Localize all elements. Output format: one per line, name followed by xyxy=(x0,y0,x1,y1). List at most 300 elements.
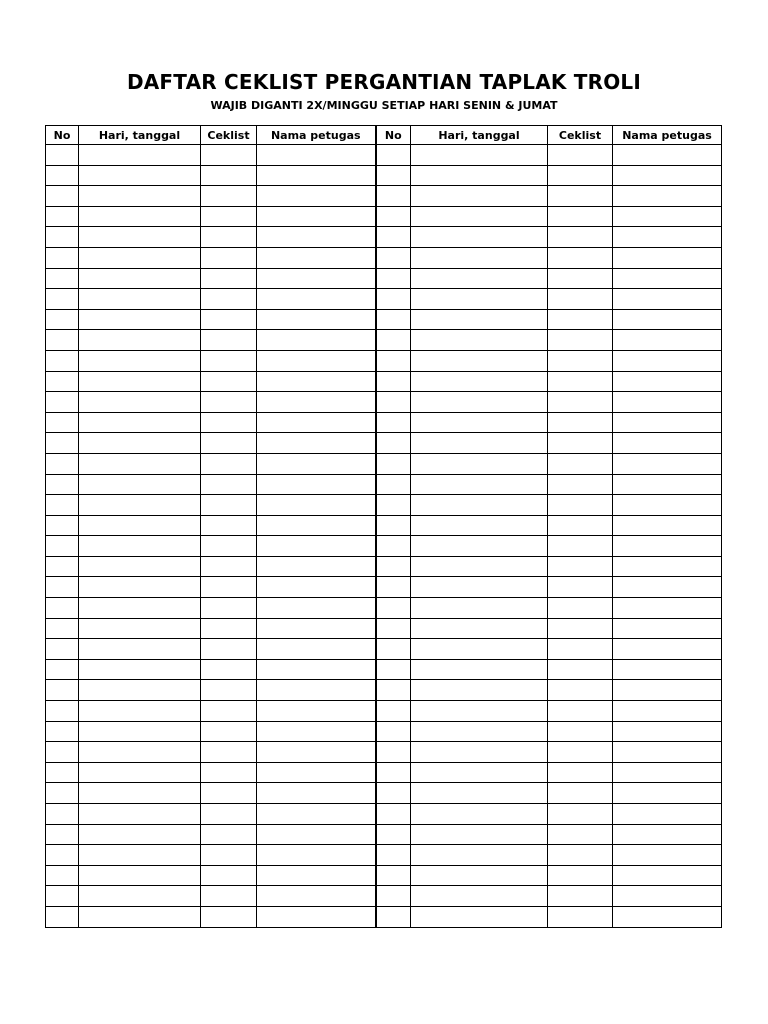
cell-no[interactable] xyxy=(46,556,79,577)
cell-no[interactable] xyxy=(46,350,79,371)
cell-nama-petugas[interactable] xyxy=(257,350,376,371)
cell-ceklist[interactable] xyxy=(201,556,257,577)
cell-no-2[interactable] xyxy=(376,392,411,413)
cell-hari-tanggal-2[interactable] xyxy=(411,165,548,186)
cell-no[interactable] xyxy=(46,433,79,454)
cell-nama-petugas[interactable] xyxy=(257,145,376,166)
cell-nama-petugas[interactable] xyxy=(257,186,376,207)
cell-nama-petugas-2[interactable] xyxy=(613,721,722,742)
cell-ceklist-2[interactable] xyxy=(548,309,613,330)
cell-nama-petugas[interactable] xyxy=(257,598,376,619)
cell-ceklist[interactable] xyxy=(201,886,257,907)
cell-hari-tanggal-2[interactable] xyxy=(411,598,548,619)
cell-nama-petugas-2[interactable] xyxy=(613,556,722,577)
cell-no[interactable] xyxy=(46,742,79,763)
cell-no-2[interactable] xyxy=(376,474,411,495)
cell-no[interactable] xyxy=(46,845,79,866)
cell-ceklist[interactable] xyxy=(201,577,257,598)
cell-no-2[interactable] xyxy=(376,721,411,742)
cell-ceklist[interactable] xyxy=(201,186,257,207)
cell-nama-petugas[interactable] xyxy=(257,906,376,927)
cell-hari-tanggal-2[interactable] xyxy=(411,330,548,351)
cell-hari-tanggal[interactable] xyxy=(79,783,201,804)
cell-no[interactable] xyxy=(46,474,79,495)
cell-nama-petugas-2[interactable] xyxy=(613,309,722,330)
cell-no-2[interactable] xyxy=(376,536,411,557)
cell-hari-tanggal[interactable] xyxy=(79,536,201,557)
cell-hari-tanggal-2[interactable] xyxy=(411,639,548,660)
cell-hari-tanggal-2[interactable] xyxy=(411,309,548,330)
cell-hari-tanggal[interactable] xyxy=(79,433,201,454)
cell-hari-tanggal-2[interactable] xyxy=(411,145,548,166)
cell-ceklist[interactable] xyxy=(201,145,257,166)
cell-hari-tanggal-2[interactable] xyxy=(411,412,548,433)
cell-nama-petugas[interactable] xyxy=(257,865,376,886)
cell-ceklist[interactable] xyxy=(201,762,257,783)
cell-ceklist[interactable] xyxy=(201,824,257,845)
cell-no[interactable] xyxy=(46,886,79,907)
cell-ceklist[interactable] xyxy=(201,268,257,289)
cell-nama-petugas-2[interactable] xyxy=(613,701,722,722)
cell-hari-tanggal[interactable] xyxy=(79,906,201,927)
cell-nama-petugas[interactable] xyxy=(257,762,376,783)
cell-hari-tanggal[interactable] xyxy=(79,886,201,907)
cell-hari-tanggal[interactable] xyxy=(79,350,201,371)
cell-no-2[interactable] xyxy=(376,433,411,454)
cell-no[interactable] xyxy=(46,453,79,474)
cell-ceklist-2[interactable] xyxy=(548,433,613,454)
cell-ceklist[interactable] xyxy=(201,453,257,474)
cell-hari-tanggal-2[interactable] xyxy=(411,680,548,701)
cell-no[interactable] xyxy=(46,309,79,330)
cell-nama-petugas-2[interactable] xyxy=(613,742,722,763)
cell-no[interactable] xyxy=(46,906,79,927)
cell-nama-petugas[interactable] xyxy=(257,824,376,845)
cell-no-2[interactable] xyxy=(376,762,411,783)
cell-nama-petugas[interactable] xyxy=(257,165,376,186)
cell-no[interactable] xyxy=(46,495,79,516)
cell-nama-petugas-2[interactable] xyxy=(613,350,722,371)
cell-hari-tanggal-2[interactable] xyxy=(411,453,548,474)
cell-hari-tanggal[interactable] xyxy=(79,145,201,166)
cell-nama-petugas-2[interactable] xyxy=(613,371,722,392)
cell-no[interactable] xyxy=(46,371,79,392)
cell-nama-petugas-2[interactable] xyxy=(613,433,722,454)
cell-ceklist-2[interactable] xyxy=(548,165,613,186)
cell-ceklist[interactable] xyxy=(201,865,257,886)
cell-no-2[interactable] xyxy=(376,804,411,825)
cell-nama-petugas-2[interactable] xyxy=(613,845,722,866)
cell-ceklist[interactable] xyxy=(201,783,257,804)
cell-hari-tanggal[interactable] xyxy=(79,165,201,186)
cell-no-2[interactable] xyxy=(376,453,411,474)
cell-ceklist-2[interactable] xyxy=(548,247,613,268)
cell-no-2[interactable] xyxy=(376,845,411,866)
cell-ceklist-2[interactable] xyxy=(548,206,613,227)
cell-hari-tanggal[interactable] xyxy=(79,659,201,680)
cell-hari-tanggal-2[interactable] xyxy=(411,433,548,454)
cell-ceklist-2[interactable] xyxy=(548,330,613,351)
cell-nama-petugas[interactable] xyxy=(257,453,376,474)
cell-ceklist[interactable] xyxy=(201,289,257,310)
cell-nama-petugas[interactable] xyxy=(257,495,376,516)
cell-no-2[interactable] xyxy=(376,865,411,886)
cell-hari-tanggal-2[interactable] xyxy=(411,865,548,886)
cell-no-2[interactable] xyxy=(376,186,411,207)
cell-nama-petugas-2[interactable] xyxy=(613,165,722,186)
cell-no-2[interactable] xyxy=(376,556,411,577)
cell-no-2[interactable] xyxy=(376,824,411,845)
cell-hari-tanggal-2[interactable] xyxy=(411,701,548,722)
cell-no-2[interactable] xyxy=(376,495,411,516)
cell-hari-tanggal[interactable] xyxy=(79,412,201,433)
cell-no[interactable] xyxy=(46,804,79,825)
cell-nama-petugas-2[interactable] xyxy=(613,330,722,351)
cell-ceklist-2[interactable] xyxy=(548,227,613,248)
cell-no[interactable] xyxy=(46,165,79,186)
cell-nama-petugas-2[interactable] xyxy=(613,824,722,845)
cell-hari-tanggal-2[interactable] xyxy=(411,556,548,577)
cell-ceklist-2[interactable] xyxy=(548,598,613,619)
cell-no-2[interactable] xyxy=(376,165,411,186)
cell-nama-petugas-2[interactable] xyxy=(613,804,722,825)
cell-nama-petugas[interactable] xyxy=(257,227,376,248)
cell-nama-petugas-2[interactable] xyxy=(613,227,722,248)
cell-nama-petugas-2[interactable] xyxy=(613,145,722,166)
cell-no[interactable] xyxy=(46,598,79,619)
cell-nama-petugas-2[interactable] xyxy=(613,453,722,474)
cell-no[interactable] xyxy=(46,659,79,680)
cell-nama-petugas-2[interactable] xyxy=(613,515,722,536)
cell-nama-petugas-2[interactable] xyxy=(613,577,722,598)
cell-nama-petugas[interactable] xyxy=(257,701,376,722)
cell-nama-petugas-2[interactable] xyxy=(613,206,722,227)
cell-no[interactable] xyxy=(46,247,79,268)
cell-nama-petugas[interactable] xyxy=(257,680,376,701)
cell-ceklist-2[interactable] xyxy=(548,515,613,536)
cell-nama-petugas[interactable] xyxy=(257,804,376,825)
cell-ceklist[interactable] xyxy=(201,804,257,825)
cell-nama-petugas-2[interactable] xyxy=(613,289,722,310)
cell-no-2[interactable] xyxy=(376,309,411,330)
cell-ceklist[interactable] xyxy=(201,474,257,495)
cell-ceklist-2[interactable] xyxy=(548,350,613,371)
cell-hari-tanggal[interactable] xyxy=(79,845,201,866)
cell-no[interactable] xyxy=(46,289,79,310)
cell-ceklist-2[interactable] xyxy=(548,186,613,207)
cell-nama-petugas-2[interactable] xyxy=(613,598,722,619)
cell-ceklist[interactable] xyxy=(201,598,257,619)
cell-ceklist-2[interactable] xyxy=(548,495,613,516)
cell-nama-petugas-2[interactable] xyxy=(613,412,722,433)
cell-no-2[interactable] xyxy=(376,598,411,619)
cell-hari-tanggal-2[interactable] xyxy=(411,206,548,227)
cell-nama-petugas[interactable] xyxy=(257,247,376,268)
cell-nama-petugas-2[interactable] xyxy=(613,659,722,680)
cell-no-2[interactable] xyxy=(376,618,411,639)
cell-hari-tanggal[interactable] xyxy=(79,639,201,660)
cell-hari-tanggal[interactable] xyxy=(79,762,201,783)
cell-nama-petugas-2[interactable] xyxy=(613,906,722,927)
cell-nama-petugas-2[interactable] xyxy=(613,865,722,886)
cell-ceklist[interactable] xyxy=(201,227,257,248)
cell-no[interactable] xyxy=(46,680,79,701)
cell-nama-petugas-2[interactable] xyxy=(613,495,722,516)
cell-ceklist-2[interactable] xyxy=(548,742,613,763)
cell-no-2[interactable] xyxy=(376,515,411,536)
cell-no-2[interactable] xyxy=(376,227,411,248)
cell-nama-petugas[interactable] xyxy=(257,639,376,660)
cell-no-2[interactable] xyxy=(376,783,411,804)
cell-ceklist[interactable] xyxy=(201,247,257,268)
cell-ceklist-2[interactable] xyxy=(548,845,613,866)
cell-no-2[interactable] xyxy=(376,145,411,166)
cell-no[interactable] xyxy=(46,412,79,433)
cell-ceklist-2[interactable] xyxy=(548,412,613,433)
cell-no-2[interactable] xyxy=(376,371,411,392)
cell-ceklist-2[interactable] xyxy=(548,536,613,557)
cell-no[interactable] xyxy=(46,536,79,557)
cell-nama-petugas[interactable] xyxy=(257,742,376,763)
cell-hari-tanggal-2[interactable] xyxy=(411,474,548,495)
cell-no[interactable] xyxy=(46,762,79,783)
cell-hari-tanggal[interactable] xyxy=(79,680,201,701)
cell-ceklist[interactable] xyxy=(201,433,257,454)
cell-no-2[interactable] xyxy=(376,659,411,680)
cell-no[interactable] xyxy=(46,639,79,660)
cell-hari-tanggal-2[interactable] xyxy=(411,186,548,207)
cell-hari-tanggal[interactable] xyxy=(79,804,201,825)
cell-hari-tanggal[interactable] xyxy=(79,721,201,742)
cell-nama-petugas[interactable] xyxy=(257,392,376,413)
cell-ceklist[interactable] xyxy=(201,742,257,763)
cell-no-2[interactable] xyxy=(376,289,411,310)
cell-ceklist-2[interactable] xyxy=(548,762,613,783)
cell-hari-tanggal[interactable] xyxy=(79,824,201,845)
cell-hari-tanggal-2[interactable] xyxy=(411,268,548,289)
cell-ceklist-2[interactable] xyxy=(548,659,613,680)
cell-ceklist[interactable] xyxy=(201,206,257,227)
cell-hari-tanggal-2[interactable] xyxy=(411,247,548,268)
cell-hari-tanggal-2[interactable] xyxy=(411,227,548,248)
cell-no-2[interactable] xyxy=(376,350,411,371)
cell-nama-petugas[interactable] xyxy=(257,268,376,289)
cell-hari-tanggal[interactable] xyxy=(79,371,201,392)
cell-no[interactable] xyxy=(46,268,79,289)
cell-hari-tanggal[interactable] xyxy=(79,206,201,227)
cell-ceklist[interactable] xyxy=(201,350,257,371)
cell-no[interactable] xyxy=(46,701,79,722)
cell-nama-petugas[interactable] xyxy=(257,515,376,536)
cell-no-2[interactable] xyxy=(376,639,411,660)
cell-hari-tanggal[interactable] xyxy=(79,453,201,474)
cell-no-2[interactable] xyxy=(376,886,411,907)
cell-hari-tanggal-2[interactable] xyxy=(411,350,548,371)
cell-ceklist-2[interactable] xyxy=(548,145,613,166)
cell-hari-tanggal[interactable] xyxy=(79,247,201,268)
cell-no-2[interactable] xyxy=(376,906,411,927)
cell-ceklist-2[interactable] xyxy=(548,577,613,598)
cell-nama-petugas[interactable] xyxy=(257,309,376,330)
cell-no[interactable] xyxy=(46,618,79,639)
cell-hari-tanggal-2[interactable] xyxy=(411,721,548,742)
cell-nama-petugas-2[interactable] xyxy=(613,886,722,907)
cell-hari-tanggal[interactable] xyxy=(79,618,201,639)
cell-hari-tanggal-2[interactable] xyxy=(411,536,548,557)
cell-nama-petugas[interactable] xyxy=(257,886,376,907)
cell-hari-tanggal[interactable] xyxy=(79,227,201,248)
cell-no-2[interactable] xyxy=(376,206,411,227)
cell-hari-tanggal-2[interactable] xyxy=(411,783,548,804)
cell-nama-petugas[interactable] xyxy=(257,536,376,557)
cell-no[interactable] xyxy=(46,577,79,598)
cell-nama-petugas[interactable] xyxy=(257,618,376,639)
cell-ceklist-2[interactable] xyxy=(548,618,613,639)
cell-ceklist[interactable] xyxy=(201,721,257,742)
cell-hari-tanggal[interactable] xyxy=(79,865,201,886)
cell-no-2[interactable] xyxy=(376,247,411,268)
cell-ceklist[interactable] xyxy=(201,371,257,392)
cell-nama-petugas-2[interactable] xyxy=(613,536,722,557)
cell-ceklist[interactable] xyxy=(201,330,257,351)
cell-hari-tanggal-2[interactable] xyxy=(411,392,548,413)
cell-ceklist[interactable] xyxy=(201,639,257,660)
cell-no[interactable] xyxy=(46,330,79,351)
cell-hari-tanggal[interactable] xyxy=(79,742,201,763)
cell-ceklist-2[interactable] xyxy=(548,268,613,289)
cell-no[interactable] xyxy=(46,824,79,845)
cell-no[interactable] xyxy=(46,206,79,227)
cell-hari-tanggal[interactable] xyxy=(79,289,201,310)
cell-nama-petugas[interactable] xyxy=(257,371,376,392)
cell-hari-tanggal[interactable] xyxy=(79,577,201,598)
cell-nama-petugas-2[interactable] xyxy=(613,247,722,268)
cell-ceklist-2[interactable] xyxy=(548,371,613,392)
cell-hari-tanggal-2[interactable] xyxy=(411,906,548,927)
cell-ceklist[interactable] xyxy=(201,165,257,186)
cell-ceklist[interactable] xyxy=(201,309,257,330)
cell-hari-tanggal[interactable] xyxy=(79,598,201,619)
cell-ceklist[interactable] xyxy=(201,392,257,413)
cell-ceklist-2[interactable] xyxy=(548,392,613,413)
cell-nama-petugas-2[interactable] xyxy=(613,762,722,783)
cell-nama-petugas-2[interactable] xyxy=(613,392,722,413)
cell-ceklist-2[interactable] xyxy=(548,886,613,907)
cell-ceklist[interactable] xyxy=(201,515,257,536)
cell-nama-petugas[interactable] xyxy=(257,556,376,577)
cell-hari-tanggal-2[interactable] xyxy=(411,659,548,680)
cell-hari-tanggal[interactable] xyxy=(79,701,201,722)
cell-ceklist[interactable] xyxy=(201,701,257,722)
cell-hari-tanggal[interactable] xyxy=(79,268,201,289)
cell-hari-tanggal-2[interactable] xyxy=(411,804,548,825)
cell-hari-tanggal[interactable] xyxy=(79,515,201,536)
cell-nama-petugas[interactable] xyxy=(257,206,376,227)
cell-nama-petugas[interactable] xyxy=(257,289,376,310)
cell-hari-tanggal[interactable] xyxy=(79,392,201,413)
cell-no-2[interactable] xyxy=(376,268,411,289)
cell-no-2[interactable] xyxy=(376,680,411,701)
cell-ceklist-2[interactable] xyxy=(548,639,613,660)
cell-nama-petugas[interactable] xyxy=(257,577,376,598)
cell-no[interactable] xyxy=(46,186,79,207)
cell-ceklist[interactable] xyxy=(201,659,257,680)
cell-ceklist-2[interactable] xyxy=(548,906,613,927)
cell-hari-tanggal[interactable] xyxy=(79,474,201,495)
cell-no-2[interactable] xyxy=(376,701,411,722)
cell-ceklist-2[interactable] xyxy=(548,804,613,825)
cell-ceklist-2[interactable] xyxy=(548,701,613,722)
cell-hari-tanggal[interactable] xyxy=(79,495,201,516)
cell-nama-petugas[interactable] xyxy=(257,474,376,495)
cell-ceklist[interactable] xyxy=(201,618,257,639)
cell-nama-petugas-2[interactable] xyxy=(613,680,722,701)
cell-ceklist[interactable] xyxy=(201,906,257,927)
cell-ceklist-2[interactable] xyxy=(548,680,613,701)
cell-nama-petugas-2[interactable] xyxy=(613,783,722,804)
cell-hari-tanggal-2[interactable] xyxy=(411,762,548,783)
cell-hari-tanggal[interactable] xyxy=(79,309,201,330)
cell-nama-petugas-2[interactable] xyxy=(613,268,722,289)
cell-hari-tanggal[interactable] xyxy=(79,556,201,577)
cell-nama-petugas[interactable] xyxy=(257,783,376,804)
cell-no[interactable] xyxy=(46,392,79,413)
cell-no-2[interactable] xyxy=(376,330,411,351)
cell-nama-petugas[interactable] xyxy=(257,721,376,742)
cell-ceklist[interactable] xyxy=(201,680,257,701)
cell-hari-tanggal-2[interactable] xyxy=(411,577,548,598)
cell-hari-tanggal-2[interactable] xyxy=(411,371,548,392)
cell-ceklist-2[interactable] xyxy=(548,289,613,310)
cell-hari-tanggal-2[interactable] xyxy=(411,742,548,763)
cell-hari-tanggal-2[interactable] xyxy=(411,845,548,866)
cell-hari-tanggal-2[interactable] xyxy=(411,886,548,907)
cell-nama-petugas-2[interactable] xyxy=(613,618,722,639)
cell-hari-tanggal-2[interactable] xyxy=(411,495,548,516)
cell-ceklist-2[interactable] xyxy=(548,721,613,742)
cell-nama-petugas-2[interactable] xyxy=(613,639,722,660)
cell-ceklist[interactable] xyxy=(201,845,257,866)
cell-no-2[interactable] xyxy=(376,577,411,598)
cell-ceklist-2[interactable] xyxy=(548,865,613,886)
cell-nama-petugas[interactable] xyxy=(257,659,376,680)
cell-no-2[interactable] xyxy=(376,742,411,763)
cell-nama-petugas[interactable] xyxy=(257,330,376,351)
cell-ceklist[interactable] xyxy=(201,495,257,516)
cell-nama-petugas[interactable] xyxy=(257,433,376,454)
cell-hari-tanggal[interactable] xyxy=(79,186,201,207)
cell-no[interactable] xyxy=(46,227,79,248)
cell-ceklist[interactable] xyxy=(201,536,257,557)
cell-hari-tanggal-2[interactable] xyxy=(411,618,548,639)
cell-ceklist-2[interactable] xyxy=(548,474,613,495)
cell-no[interactable] xyxy=(46,783,79,804)
cell-nama-petugas[interactable] xyxy=(257,412,376,433)
cell-hari-tanggal-2[interactable] xyxy=(411,515,548,536)
cell-ceklist-2[interactable] xyxy=(548,556,613,577)
cell-hari-tanggal[interactable] xyxy=(79,330,201,351)
cell-nama-petugas[interactable] xyxy=(257,845,376,866)
cell-no[interactable] xyxy=(46,865,79,886)
cell-hari-tanggal-2[interactable] xyxy=(411,289,548,310)
cell-nama-petugas-2[interactable] xyxy=(613,474,722,495)
cell-ceklist[interactable] xyxy=(201,412,257,433)
cell-ceklist-2[interactable] xyxy=(548,824,613,845)
cell-no[interactable] xyxy=(46,721,79,742)
cell-ceklist-2[interactable] xyxy=(548,453,613,474)
cell-no-2[interactable] xyxy=(376,412,411,433)
cell-no[interactable] xyxy=(46,145,79,166)
